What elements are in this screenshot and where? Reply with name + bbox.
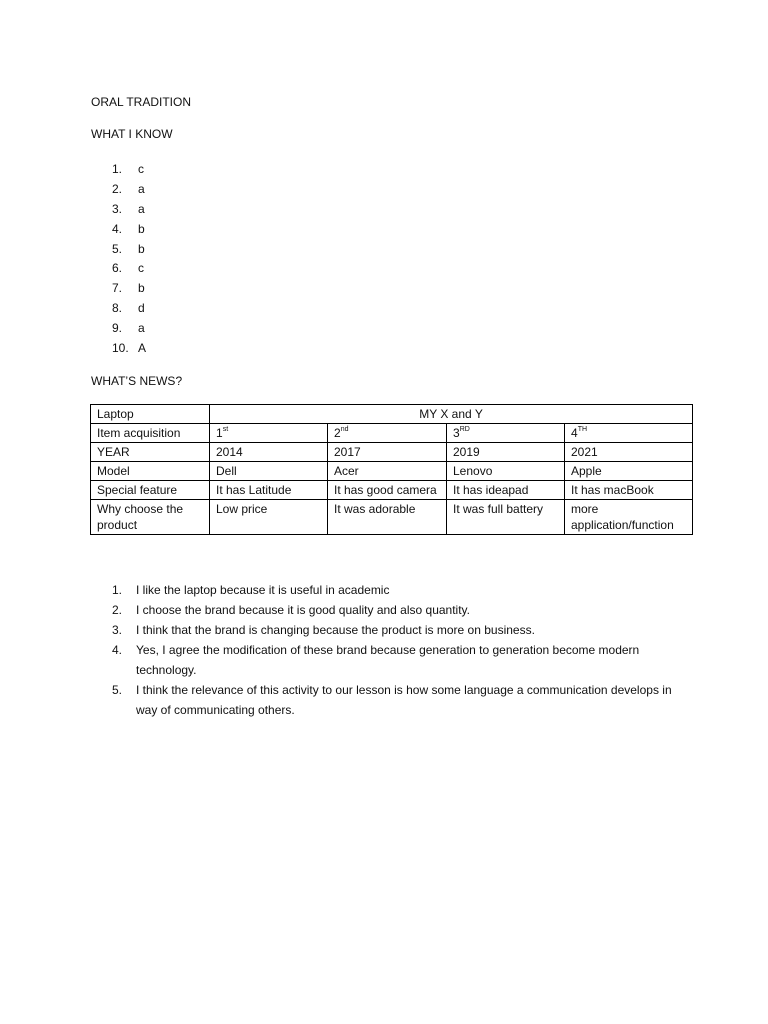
answer-value: A: [138, 341, 147, 356]
table-row: [91, 405, 693, 424]
item-number: 4.: [112, 643, 123, 657]
item-number: 2.: [112, 181, 123, 196]
list-item: [112, 680, 692, 720]
table-row: [91, 443, 693, 462]
item-number: 3.: [112, 623, 123, 637]
answer-value: a: [138, 181, 145, 196]
list-item: [112, 580, 692, 600]
reflection-text: I think the relevance of this activity to our lesson is how some language a communication develops in way of communicating others.: [136, 683, 672, 717]
answer-value: c: [138, 162, 144, 176]
item-number: 8.: [112, 301, 123, 316]
table-cell: It was full battery: [447, 500, 565, 535]
ordinal-number: 3: [453, 426, 460, 440]
item-number: 10.: [112, 341, 129, 356]
ordinal-suffix: st: [222, 426, 229, 433]
list-item: [112, 180, 146, 200]
item-number: 4.: [112, 221, 123, 236]
list-item: [112, 220, 146, 240]
ordinal-number: 2: [334, 426, 341, 440]
table-cell: 2019: [447, 443, 565, 462]
whats-news-heading: WHAT’S NEWS?: [91, 374, 183, 388]
reflection-list: [112, 580, 692, 720]
item-number: 7.: [112, 281, 123, 296]
table-header-span: MY X and Y: [210, 405, 693, 424]
list-item: [112, 240, 146, 260]
list-item: [112, 339, 146, 359]
ordinal-suffix: nd: [340, 426, 349, 433]
ordinal-number: 1: [216, 426, 223, 440]
list-item: [112, 259, 146, 279]
list-item: [112, 640, 692, 680]
item-number: 5.: [112, 241, 123, 256]
reflection-text: I like the laptop because it is useful in academic: [136, 583, 390, 597]
reflection-text: I choose the brand because it is good quality and also quantity.: [136, 603, 471, 617]
ordinal-suffix: TH: [577, 426, 588, 433]
list-item: [112, 160, 146, 180]
table-cell: YEAR: [91, 443, 210, 462]
table-row: [91, 462, 693, 481]
table-cell: Model: [91, 462, 210, 481]
ordinal-suffix: RD: [459, 426, 470, 433]
table-cell: Low price: [210, 500, 328, 535]
table-cell: 2021: [565, 443, 693, 462]
item-number: 9.: [112, 321, 123, 336]
table-cell: It was adorable: [328, 500, 447, 535]
answer-value: b: [138, 221, 145, 236]
table-cell: It has ideapad: [447, 481, 565, 500]
table-cell: Acer: [328, 462, 447, 481]
what-i-know-heading: WHAT I KNOW: [91, 127, 173, 141]
table-cell: Lenovo: [447, 462, 565, 481]
reflection-text: I think that the brand is changing because the product is more on business.: [136, 623, 535, 637]
table-cell: more application/function: [565, 500, 693, 535]
table-cell: Dell: [210, 462, 328, 481]
item-number: 2.: [112, 603, 123, 617]
table-row: [91, 500, 693, 535]
table-cell: Item acquisition: [91, 424, 210, 443]
laptop-table: [90, 404, 693, 535]
answer-value: a: [138, 201, 145, 216]
table-cell: It has macBook: [565, 481, 693, 500]
item-number: 6.: [112, 261, 123, 276]
answer-value: a: [138, 321, 145, 336]
list-item: [112, 200, 146, 220]
list-item: [112, 319, 146, 339]
table-cell: [210, 424, 328, 443]
answer-value: c: [138, 261, 144, 276]
table-cell: 2017: [328, 443, 447, 462]
list-item: [112, 279, 146, 299]
ordinal-number: 4: [571, 426, 578, 440]
answer-value: b: [138, 281, 145, 296]
table-cell: It has good camera: [328, 481, 447, 500]
table-cell: [565, 424, 693, 443]
list-item: [112, 600, 692, 620]
list-item: [112, 299, 146, 319]
table-cell: Apple: [565, 462, 693, 481]
table-cell: [447, 424, 565, 443]
table-row: [91, 424, 693, 443]
answer-list: [112, 160, 146, 359]
table-cell: Laptop: [91, 405, 210, 424]
table-row: [91, 481, 693, 500]
document-title: ORAL TRADITION: [91, 95, 192, 109]
item-number: 1.: [112, 162, 123, 176]
table-cell: Special feature: [91, 481, 210, 500]
table-cell: 2014: [210, 443, 328, 462]
table-cell: Why choose the product: [91, 500, 210, 535]
table-cell: [328, 424, 447, 443]
item-number: 5.: [112, 683, 123, 697]
table-cell: It has Latitude: [210, 481, 328, 500]
answer-value: d: [138, 301, 145, 316]
item-number: 1.: [112, 583, 123, 597]
answer-value: b: [138, 241, 145, 256]
list-item: [112, 620, 692, 640]
reflection-text: Yes, I agree the modification of these brand because generation to generation become modern technology.: [136, 643, 640, 677]
item-number: 3.: [112, 201, 123, 216]
